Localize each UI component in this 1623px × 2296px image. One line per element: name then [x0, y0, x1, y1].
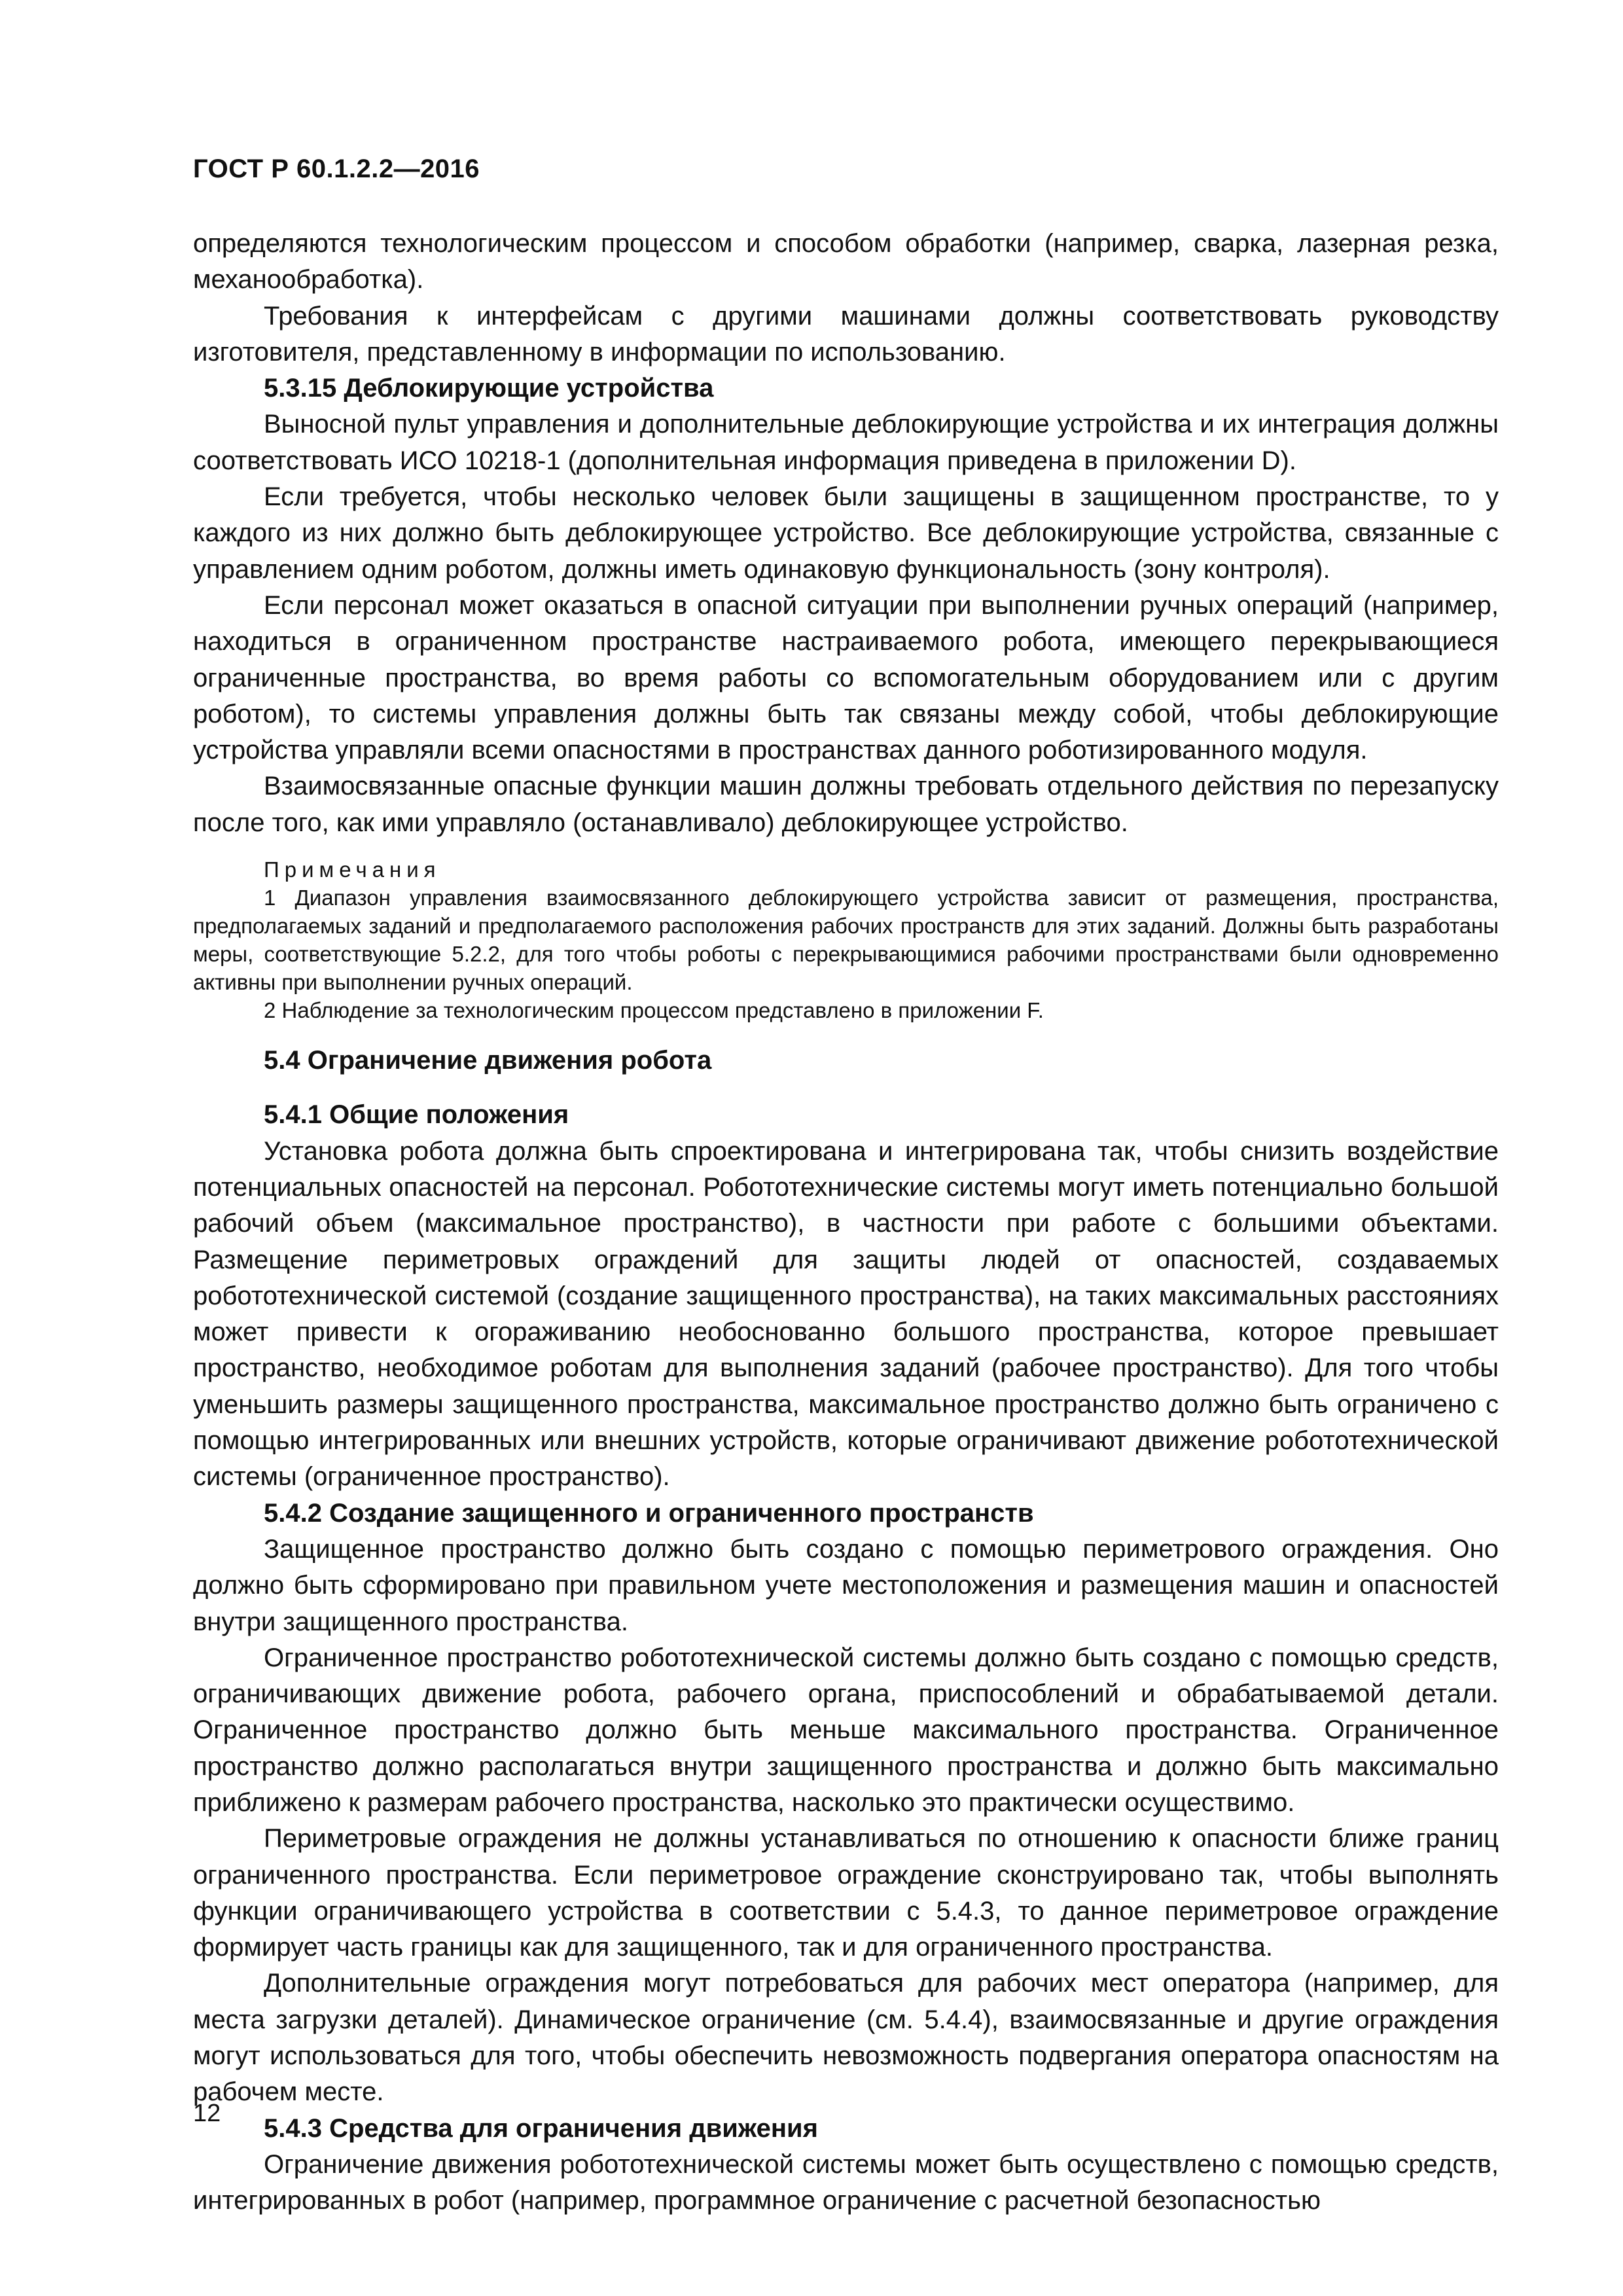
notes-block — [193, 855, 1499, 1024]
paragraph: Выносной пульт управления и дополнительные деблокирующие устройства и их интеграция должны соответствовать ИСО 10218-1 (дополнительная информация приведена в приложении D). — [193, 410, 1499, 475]
paragraph: Взаимосвязанные опасные функции машин должны требовать отдельного действия по перезапуску после того, как ими управляло (останавливало) деблокирующее устройство. — [193, 772, 1499, 837]
section-heading-5-3-15: 5.3.15 Деблокирующие устройства — [264, 374, 714, 403]
paragraph: Защищенное пространство должно быть создано с помощью периметрового ограждения. Оно должно быть сформировано при правильном учете местоположения и размещения машин и опасностей внутри защищенного пространства. — [193, 1534, 1499, 1636]
paragraph: определяются технологическим процессом и способом обработки (например, сварка, лазерная резка, механообработка). — [193, 229, 1499, 295]
paragraph: Ограниченное пространство робототехнической системы должно быть создано с помощью средств, ограничивающих движение робота, рабочего органа, приспособлений и обрабатываемой детали. Ограниченное пространство должно быть меньше максимального пространства. Ограниченное пространство должно располагаться внутри защищенного пространства и должно быть максимально приближено к размерам рабочего пространства, насколько это практически осуществимо. — [193, 1643, 1499, 1817]
document-identifier: ГОСТ Р 60.1.2.2—2016 — [193, 154, 480, 183]
paragraph: Требования к интерфейсам с другими машинами должны соответствовать руководству изготовителя, представленному в информации по использованию. — [193, 301, 1499, 367]
notes-title: Примечания — [264, 857, 441, 882]
note-1: 1 Диапазон управления взаимосвязанного деблокирующего устройства зависит от размещения, пространства, предполагаемых заданий и предполагаемого расположения рабочих пространств для этих заданий. Должны быть разработаны меры, соответствующие 5.2.2, для того чтобы роботы с перекрывающимися рабочими пространствами были одновременно активны при выполнении ручных операций. — [193, 886, 1499, 995]
paragraph: Установка робота должна быть спроектирована и интегрирована так, чтобы снизить воздействие потенциальных опасностей на персонал. Робототехнические системы могут иметь потенциально большой рабочий объем (максимальное пространство), в частности при работе с большими объектами. Размещение периметровых ограждений для защиты людей от опасностей, создаваемых робототехнической системой (создание защищенного пространства), на таких максимальных расстояниях может привести к огораживанию необоснованно большого пространства, которое превышает пространство, необходимое роботам для выполнения заданий (рабочее пространство). Для того чтобы уменьшить размеры защищенного пространства, максимальное пространство должно быть ограничено с помощью интегрированных или внешних устройств, которые ограничивают движение робототехнической системы (ограниченное пространство). — [193, 1136, 1499, 1492]
section-heading-5-4-3: 5.4.3 Средства для ограничения движения — [264, 2113, 818, 2143]
document-body — [193, 226, 1499, 2219]
paragraph: Периметровые ограждения не должны устанавливаться по отношению к опасности ближе границ ограниченного пространства. Если периметровое ограждение сконструировано так, чтобы выполнять функции ограничивающего устройства в соответствии с 5.4.3, то данное периметровое ограждение формирует часть границы как для защищенного, так и для ограниченного пространства. — [193, 1824, 1499, 1962]
paragraph: Дополнительные ограждения могут потребоваться для рабочих мест оператора (например, для места загрузки деталей). Динамическое ограничение (см. 5.4.4), взаимосвязанные и другие ограждения могут использоваться для того, чтобы обеспечить невозможность подвергания оператора опасностям на рабочем месте. — [193, 1969, 1499, 2107]
section-heading-5-4-1: 5.4.1 Общие положения — [264, 1100, 569, 1130]
section-heading-5-4: 5.4 Ограничение движения робота — [264, 1046, 712, 1075]
page-number: 12 — [193, 2100, 221, 2127]
section-heading-5-4-2: 5.4.2 Создание защищенного и ограниченного пространств — [264, 1498, 1034, 1528]
paragraph: Если персонал может оказаться в опасной ситуации при выполнении ручных операций (например, находиться в ограниченном пространстве настраиваемого робота, имеющего перекрывающиеся ограниченные пространства, во время работы со вспомогательным оборудованием или с другим роботом), то системы управления должны быть так связаны между собой, чтобы деблокирующие устройства управляли всеми опасностями в пространствах данного роботизированного модуля. — [193, 590, 1499, 765]
paragraph: Если требуется, чтобы несколько человек были защищены в защищенном пространстве, то у каждого из них должно быть деблокирующее устройство. Все деблокирующие устройства, связанные с управлением одним роботом, должны иметь одинаковую функциональность (зону контроля). — [193, 482, 1499, 584]
note-2: 2 Наблюдение за технологическим процессом представлено в приложении F. — [264, 998, 1044, 1023]
paragraph: Ограничение движения робототехнической системы может быть осуществлено с помощью средств, интегрированных в робот (например, программное ограничение с расчетной безопасностью — [193, 2149, 1499, 2215]
